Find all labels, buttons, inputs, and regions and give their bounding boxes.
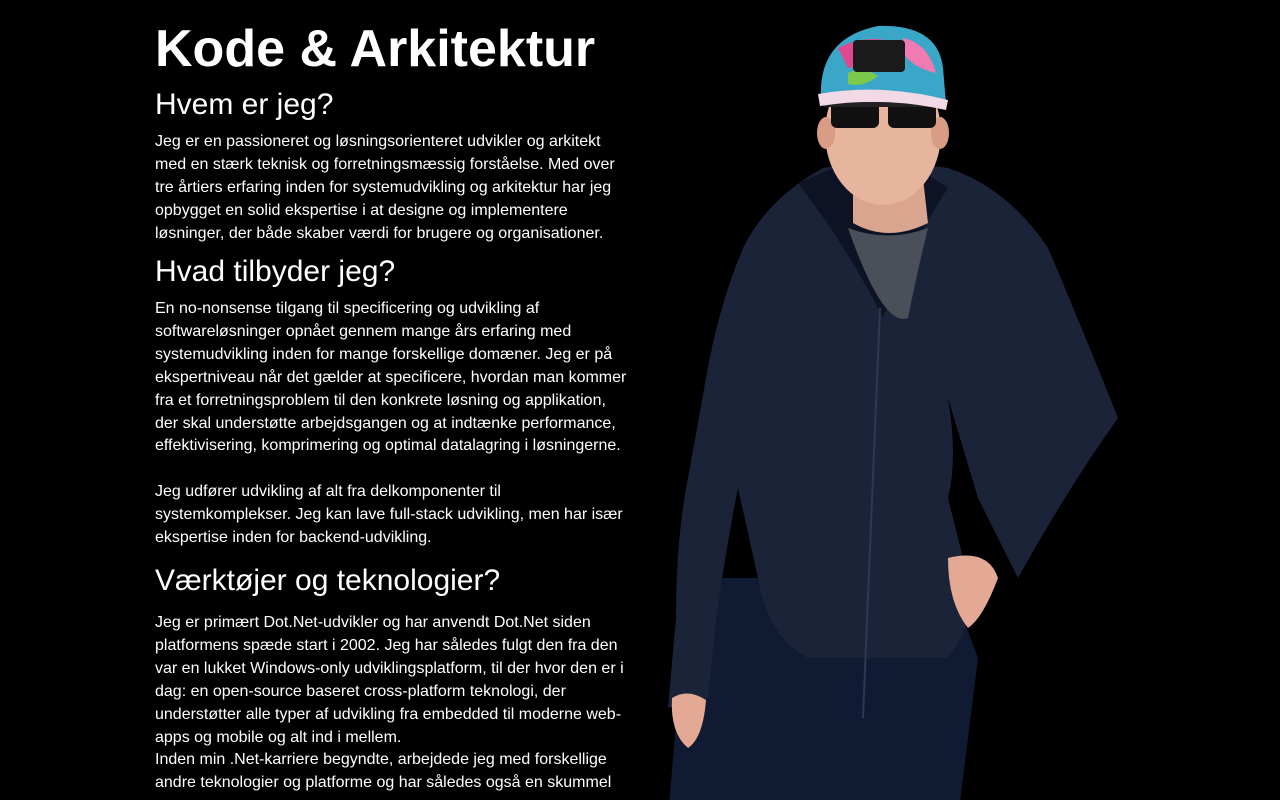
offer-heading: Hvad tilbyder jeg?: [155, 255, 396, 288]
offer-paragraph-2: Jeg udfører udvikling af alt fra delkomponenter til systemkomplekser. Jeg kan lave full-stack udvikling, men har især ekspertise inden for backend-udvikling.: [155, 483, 623, 546]
about-paragraph: Jeg er en passioneret og løsningsorienteret udvikler og arkitekt med en stærk teknisk og forretningsmæssig forståelse. Med over tre årtiers erfaring inden for systemudvikling og arkitektur har jeg opbygget en solid ekspertise i at designe og implementere løsninger, der både skaber værdi for brugere og organisationer.: [155, 133, 615, 242]
tools-paragraph-2: Inden min .Net-karriere begyndte, arbejdede jeg med forskellige andre teknologier og platforme og har således også en skummel: [155, 751, 612, 791]
site-title: Kode & Arkitektur: [155, 20, 596, 78]
offer-paragraph-1: En no-nonsense tilgang til specificering og udvikling af softwareløsninger opnået gennem mange års erfaring med systemudvikling inden for mange forskellige domæner. Jeg er på ekspertniveau når det gælder at specificere, hvordan man kommer fra et forretningsproblem til den konkrete løsning og applikation, der skal understøtte arbejdsgangen og at indtænke performance, effektivisering, komprimering og optimal datalagring i løsningerne.: [155, 300, 627, 455]
tools-heading: Værktøjer og teknologier?: [155, 564, 501, 597]
cap-icon: [818, 26, 948, 110]
about-heading: Hvem er jeg?: [155, 88, 334, 121]
portrait-photo: [648, 18, 1128, 800]
tools-paragraph-1: Jeg er primært Dot.Net-udvikler og har anvendt Dot.Net siden platformens spæde start i 2002. Jeg har således fulgt den fra den var en lukket Windows-only udviklingsplatform, til der hvor den er i dag: en open-source baseret cross-platform teknologi, der understøtter alle typer af udvikling fra embedded til moderne web-apps og mobile og alt ind i mellem.: [155, 614, 624, 746]
